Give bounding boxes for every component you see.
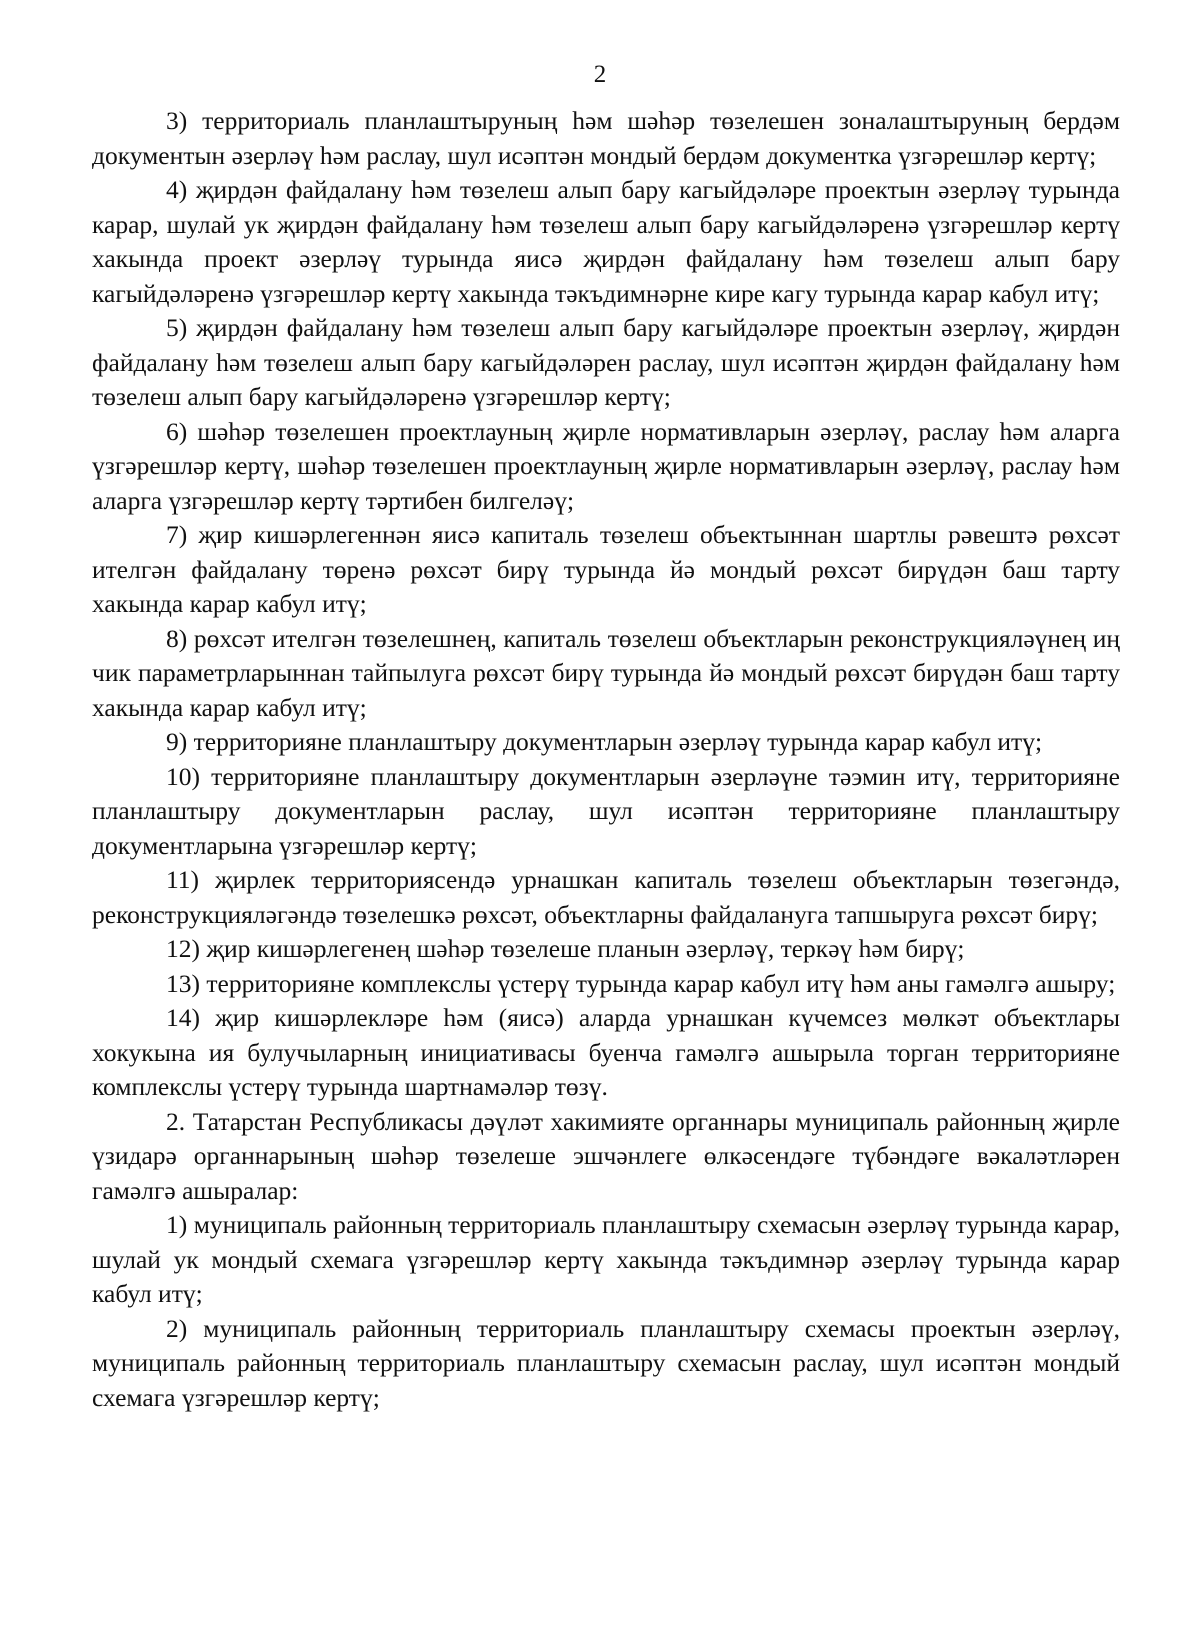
paragraph-item-4: 4) җирдән файдалану һәм төзелеш алып бару кагыйдәләре проектын әзерләү турында карар, шулай ук җирдән файдалану һәм төзелеш алып бару кагыйдәләренә үзгәрешләр кертү хакында проект әзерләү турында яисә җирдән файдалану һәм төзелеш алып бару кагыйдәләренә үзгәрешләр кертү хакында тәкъдимнәрне кире кагу турында карар кабул итү; [92, 175, 1120, 308]
paragraph-item-8: 8) рөхсәт ителгән төзелешнең, капиталь төзелеш объектларын реконструкцияләүнең иң чик параметрларыннан тайпылуга рөхсәт бирү турында йә мондый рөхсәт бирүдән баш тарту хакында карар кабул итү; [92, 623, 1120, 722]
section-2-item-1: 1) муниципаль районның территориаль планлаштыру схемасын әзерләү турында карар, шулай ук мондый схемага үзгәрешләр кертү хакында тәкъдимнәр әзерләү турында карар кабул итү; [92, 1210, 1120, 1308]
page-number: 2 [593, 61, 607, 88]
paragraph-item-3: 3) территориаль планлаштыруның һәм шәһәр төзелешен зоналаштыруның бердәм документын әзерләү һәм раслау, шул исәптән мондый бердәм документка үзгәрешләр кертү; [92, 106, 1120, 170]
paragraph-item-9: 9) территорияне планлаштыру документларын әзерләү турында карар кабул итү; [166, 727, 1043, 756]
section-2-intro: 2. Татарстан Республикасы дәүләт хакимияте органнары муниципаль районның җирле үзидарә органнарының шәһәр төзелеше эшчәнлеге өлкәсендәге түбәндәге вәкаләтләрен гамәлгә ашыралар: [92, 1106, 1120, 1205]
paragraph-item-10: 10) территорияне планлаштыру документларын әзерләүне тәэмин итү, территорияне планлаштыру документларын раслау, шул исәптән территорияне планлаштыру документларына үзгәрешләр кертү; [92, 761, 1120, 860]
paragraph-item-7: 7) җир кишәрлегеннән яисә капиталь төзелеш объектыннан шартлы рәвештә рөхсәт ителгән файдалану төренә рөхсәт бирү турында йә мондый рөхсәт бирүдән баш тарту хакында карар кабул итү; [92, 520, 1120, 618]
paragraph-item-11: 11) җирлек территориясендә урнашкан капиталь төзелеш объектларын төзегәндә, реконструкцияләгәндә төзелешкә рөхсәт, объектларны файдалануга тапшыруга рөхсәт бирү; [92, 865, 1120, 929]
document-body [92, 104, 1120, 1415]
paragraph-item-6: 6) шәһәр төзелешен проектлауның җирле нормативларын әзерләү, раслау һәм аларга үзгәрешләр кертү, шәһәр төзелешен проектлауның җирле нормативларын әзерләү, раслау һәм аларга үзгәрешләр кертү тәртибен билгеләү; [92, 416, 1120, 515]
section-2-item-2: 2) муниципаль районның территориаль планлаштыру схемасы проектын әзерләү, муниципаль районның территориаль планлаштыру схемасын раслау, шул исәптән мондый схемага үзгәрешләр кертү; [92, 1313, 1120, 1412]
paragraph-item-13: 13) территорияне комплекслы үстерү турында карар кабул итү һәм аны гамәлгә ашыру; [166, 968, 1116, 998]
paragraph-item-5: 5) җирдән файдалану һәм төзелеш алып бару кагыйдәләре проектын әзерләү, җирдән файдалану һәм төзелеш алып бару кагыйдәләрен раслау, шул исәптән җирдән файдалану һәм төзелеш алып бару кагыйдәләренә үзгәрешләр кертү; [92, 313, 1120, 411]
paragraph-item-14: 14) җир кишәрлекләре һәм (яисә) аларда урнашкан күчемсез мөлкәт объектлары хокукына ия булучыларның инициативасы буенча гамәлгә ашырыла торган территорияне комплекслы үстерү турында шартнамәләр төзү. [92, 1003, 1120, 1101]
paragraph-item-12: 12) җир кишәрлегенең шәһәр төзелеше планын әзерләү, теркәү һәм бирү; [166, 934, 965, 963]
